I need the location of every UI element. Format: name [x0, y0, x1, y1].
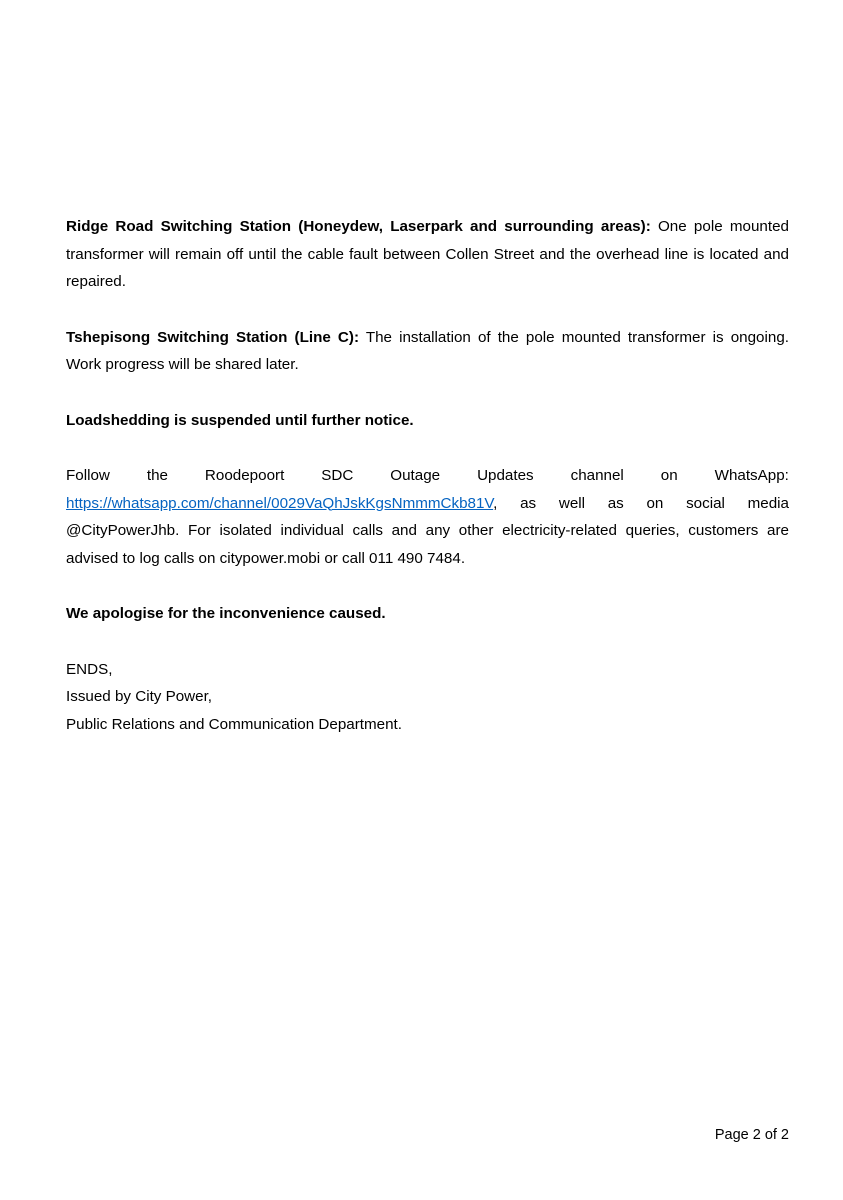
- page-number: Page 2 of 2: [714, 1127, 789, 1143]
- follow-word: the: [146, 467, 168, 484]
- follow-first-line: [66, 462, 789, 490]
- ridge-road-text: One pole mounted transformer will remain off until the cable fault between Collen Street and the overhead line is located and repaired.: [66, 218, 789, 290]
- follow-word: Follow: [66, 467, 110, 484]
- loadshedding-notice: Loadshedding is suspended until further notice.: [66, 411, 414, 429]
- follow-word: Roodepoort: [204, 467, 285, 484]
- follow-rest: [66, 490, 789, 573]
- sign-off-ends: ENDS,: [66, 660, 113, 678]
- follow-word: WhatsApp:: [714, 467, 789, 484]
- paragraph-tshepisong: [66, 324, 789, 379]
- follow-word: Outage: [390, 467, 441, 484]
- follow-word: channel: [570, 467, 624, 484]
- follow-rest-text: , as well as on social media @CityPowerJhb. For isolated individual calls and any other electricity-related queries, customers are advised to log calls on citypower.mobi or call 011 490 7484.: [66, 494, 789, 567]
- sign-off: [66, 656, 789, 739]
- document-body: [66, 213, 789, 738]
- sign-off-issuer: Issued by City Power,: [66, 688, 213, 705]
- paragraph-follow: [66, 462, 789, 572]
- tshepisong-heading: Tshepisong Switching Station (Line C):: [66, 328, 360, 346]
- tshepisong-text: The installation of the pole mounted transformer is ongoing. Work progress will be shared later.: [66, 328, 789, 373]
- follow-word: on: [660, 467, 678, 484]
- apology-text: We apologise for the inconvenience caused.: [66, 605, 386, 622]
- ridge-road-heading: Ridge Road Switching Station (Honeydew, Laserpark and surrounding areas):: [66, 218, 651, 235]
- follow-word: SDC: [321, 467, 354, 484]
- whatsapp-channel-link[interactable]: https://whatsapp.com/channel/0029VaQhJskKgsNmmmCkb81V: [66, 494, 494, 512]
- sign-off-department: Public Relations and Communication Department.: [66, 715, 402, 733]
- paragraph-ridge-road: [66, 213, 789, 296]
- follow-word: Updates: [477, 467, 534, 484]
